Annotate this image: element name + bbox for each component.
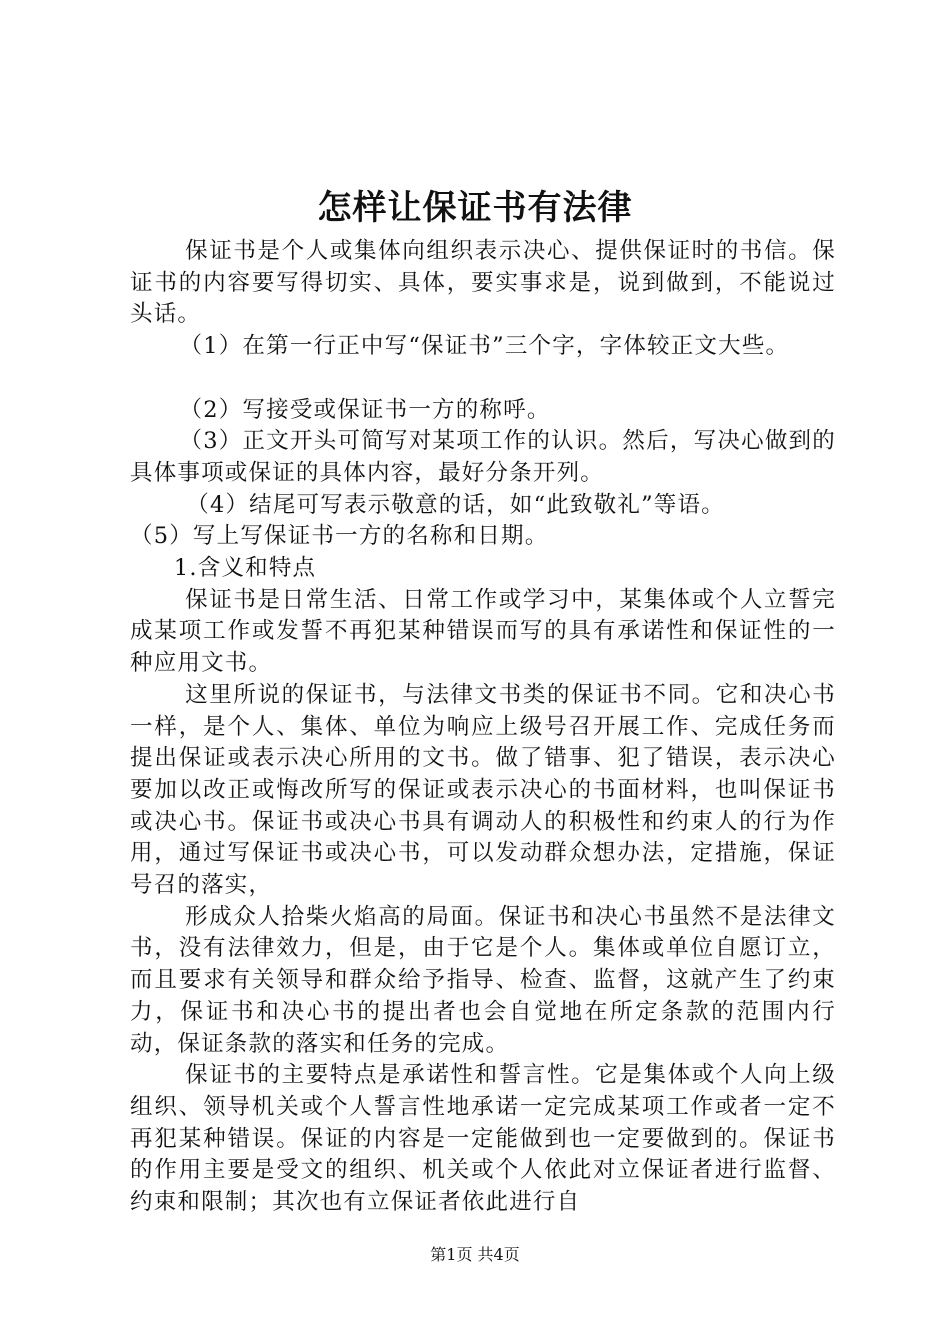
- document-body: [130, 236, 836, 1219]
- paragraph-item-4: （4）结尾可写表示敬意的话，如“此致敬礼”等语。: [186, 491, 725, 518]
- paragraph-item-2: （2）写接受或保证书一方的称呼。: [179, 396, 551, 423]
- paragraph-item-1: （1）在第一行正中写“保证书”三个字，字体较正文大些。: [179, 333, 790, 360]
- paragraph-effect: 形成众人拾柴火焰高的局面。保证书和决心书虽然不是法律文书，没有法律效力，但是，由于它是个人。集体或单位自愿订立，而且要求有关领导和群众给予指导、检查、监督，这就产生了约束力，保证书和决心书的提出者也会自觉地在所定条款的范围内行动，保证条款的落实和任务的完成。: [130, 903, 836, 1057]
- paragraph-definition: 保证书是日常生活、日常工作或学习中，某集体或个人立誓完成某项工作或发誓不再犯某种错误而写的具有承诺性和保证性的一种应用文书。: [130, 586, 836, 677]
- paragraph-item-5: （5）写上写保证书一方的名称和日期。: [130, 523, 549, 550]
- paragraph-comparison: 这里所说的保证书，与法律文书类的保证书不同。它和决心书一样，是个人、集体、单位为响应上级号召开展工作、完成任务而提出保证或表示决心所用的文书。做了错事、犯了错误，表示决心要加以改正或悔改所写的保证或表示决心的书面材料，也叫保证书或决心书。保证书或决心书具有调动人的积极性和约束人的行为作用，通过写保证书或决心书，可以发动群众想办法，定措施，保证号召的落实，: [130, 681, 836, 899]
- paragraph-item-3: （3）正文开头可简写对某项工作的认识。然后，写决心做到的具体事项或保证的具体内容，最好分条开列。: [130, 428, 836, 486]
- paragraph-intro: 保证书是个人或集体向组织表示决心、提供保证时的书信。保证书的内容要写得切实、具体，要实事求是，说到做到，不能说过头话。: [130, 238, 836, 328]
- document-title: 怎样让保证书有法律: [317, 188, 633, 228]
- section-heading: 1.含义和特点: [173, 555, 317, 582]
- page-footer: 第1页 共4页: [430, 1245, 520, 1264]
- paragraph-features: 保证书的主要特点是承诺性和誓言性。它是集体或个人向上级组织、领导机关或个人誓言性地承诺一定完成某项工作或者一定不再犯某种错误。保证的内容是一定能做到也一定要做到的。保证书的作用主要是受文的组织、机关或个人依此对立保证者进行监督、约束和限制；其次也有立保证者依此进行自: [130, 1062, 836, 1216]
